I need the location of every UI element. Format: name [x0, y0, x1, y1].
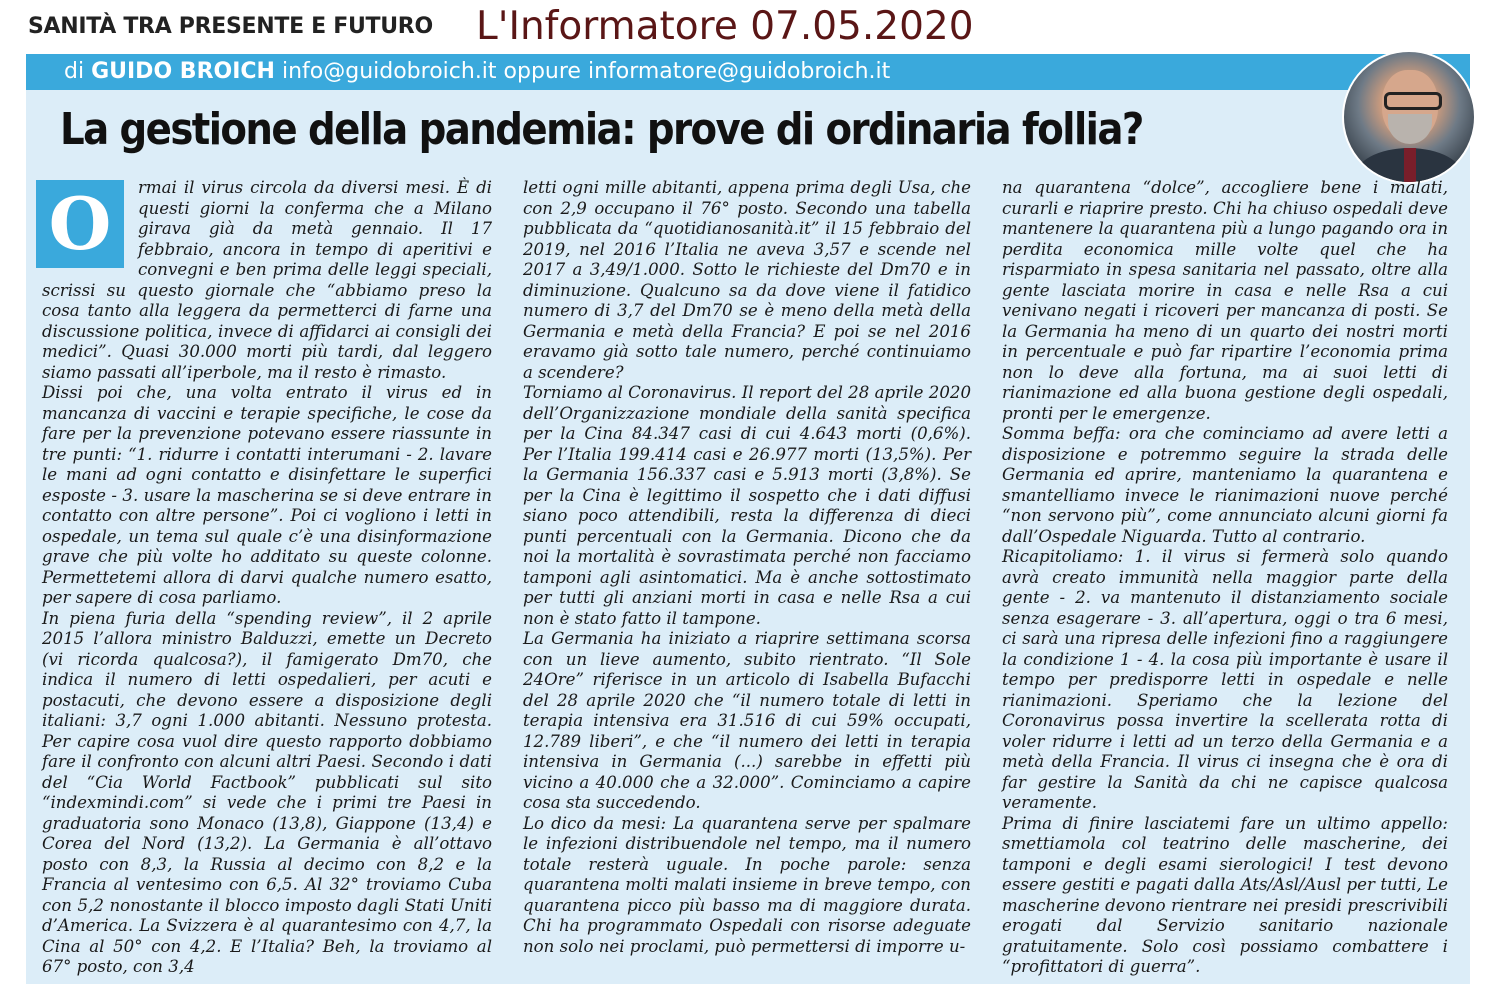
byline	[64, 59, 890, 84]
newspaper-date-stamp: L'Informatore 07.05.2020	[476, 4, 974, 49]
paragraph-2-2: Torniamo al Coronavirus. Il report del 28 aprile 2020 dell’Organizzazione mondiale della sanità specifica per la Cina 84.347 casi di cui 4.643 morti (0,6%). Per l’Italia 199.414 casi e 26.977 morti (13,5%). Per la Germania 156.337 casi e 5.913 morti (3,8%). Se per la Cina è legittimo il sospetto che i dati diffusi siano poco attendibili, resta la differenza di dieci punti percentuali con la Germania. Dicono che da noi la mortalità è sovrastimata perché non facciamo tamponi agli asintomatici. Ma è anche sottostimato per tutti gli anziani morti in casa e nelle Rsa a cui non è stato fatto il tampone.	[523, 383, 971, 628]
article-column-2	[523, 178, 971, 957]
paragraph-2-4: Lo dico da mesi: La quarantena serve per spalmare le infezioni distribuendole nel tempo, ma il numero totale resterà uguale. In poche parole: senza quarantena molti malati insieme in breve tempo, con quarantena picco più basso ma di maggiore durata. Chi ha programmato Ospedali con risorse adeguate non solo nei proclami, può permettersi di imporre u-	[523, 813, 971, 956]
paragraph-2-3: La Germania ha iniziato a riaprire settimana scorsa con un lieve aumento, subito rientrato. “Il Sole 24Ore” riferisce in un articolo di Isabella Bufacchi del 28 aprile 2020 che “il numero totale di letti in terapia intensiva era 31.516 di cui 59% occupati, 12.789 liberi”, e che “il numero dei letti in terapia intensiva in Germania (...) sarebbe in effetti più vicino a 40.000 che a 32.000”. Cominciamo a capire cosa sta succedendo.	[523, 629, 971, 812]
byline-bar	[26, 54, 1470, 90]
headline: La gestione della pandemia: prove di ordinaria follia?	[60, 104, 1143, 155]
author-name: GUIDO BROICH	[91, 59, 275, 84]
drop-cap: O	[36, 180, 124, 268]
paragraph-3-2: Somma beffa: ora che cominciamo ad avere letti a disposizione e potremmo seguire la strada delle Germania ed aprire, manteniamo la quarantena e smantelliamo invece le rianimazioni nuove perché “non servono più”, come annunciato alcuni giorni fa dall’Ospedale Niguarda. Tutto al contrario.	[1002, 424, 1448, 546]
byline-prefix: di	[64, 59, 85, 84]
paragraph-1-1	[42, 178, 492, 383]
paragraph-1-1-text: rmai il virus circola da diversi mesi. È di questi giorni la conferma che a Milano girava già da metà gennaio. Il 17 febbraio, ancora in tempo di aperitivi e convegni e ben prima delle leggi speciali, scrissi su questo giornale che “abbiamo preso la cosa tanto alla leggera da permetterci di farne una discussione politica, invece di affidarci ai consigli dei medici”. Quasi 30.000 morti più tardi, dal leggero siamo passati all’iperbole, ma il resto è rimasto.	[42, 178, 492, 382]
photo-glasses	[1384, 92, 1442, 110]
photo-beard	[1388, 114, 1432, 144]
author-photo	[1342, 50, 1476, 184]
paragraph-3-1: na quarantena “dolce”, accogliere bene i malati, curarli e riaprire presto. Chi ha chiuso ospedali deve mantenere la quarantena più a lungo pagando ora in perdita economica mille volte quel che ha risparmiato in spesa sanitaria nel passato, oltre alla gente lasciata morire in casa e nelle Rsa a cui venivano negati i ricoveri per mancanza di posti. Se la Germania ha meno di un quarto dei nostri morti in percentuale e può far ripartire l’economia prima non lo deve alla fortuna, ma ai suoi letti di rianimazione ed alla buona gestione degli ospedali, pronti per le emergenze.	[1002, 178, 1448, 423]
article-column-3	[1002, 178, 1448, 978]
paragraph-2-1: letti ogni mille abitanti, appena prima degli Usa, che con 2,9 occupano il 76° posto. Secondo una tabella pubblicata da “quotidianosanità.it” il 15 febbraio del 2019, nel 2016 l’Italia ne aveva 3,57 e scende nel 2017 a 3,49/1.000. Sotto le richieste del Dm70 e in diminuzione. Qualcuno sa da dove viene il fatidico numero di 3,7 del Dm70 se è meno della metà della Germania e metà della Francia? E poi se nel 2016 eravamo già sotto tale numero, perché continuiamo a scendere?	[523, 178, 971, 382]
section-title: SANITÀ TRA PRESENTE E FUTURO	[28, 14, 433, 39]
paragraph-1-3: In piena furia della “spending review”, il 2 aprile 2015 l’allora ministro Balduzzi, emette un Decreto (vi ricorda qualcosa?), il famigerato Dm70, che indica il numero di letti ospedalieri, per acuti e postacuti, che devono essere a disposizione degli italiani: 3,7 ogni 1.000 abitanti. Nessuno protesta. Per capire cosa vuol dire questo rapporto dobbiamo fare il confronto con alcuni altri Paesi. Secondo i dati del “Cia World Factbook” pubblicati sul sito “indexmindi.com” si vede che i primi tre Paesi in graduatoria sono Monaco (13,8), Giappone (13,4) e Corea del Nord (13,2). La Germania è all’ottavo posto con 8,3, la Russia al decimo con 8,2 e la Francia al ventesimo con 6,5. Al 32° troviamo Cuba con 5,2 nonostante il blocco imposto dagli Stati Uniti d’America. La Svizzera è al quarantesimo con 4,7, la Cina al 50° con 4,2. E l’Italia? Beh, la troviamo al 67° posto, con 3,4	[42, 608, 492, 976]
article-column-1	[42, 178, 492, 978]
paragraph-3-4: Prima di finire lasciatemi fare un ultimo appello: smettiamola col teatrino delle mascherine, dei tamponi e degli esami sierologici! I test devono essere gestiti e pagati dalla Ats/Asl/Ausl per tutti, Le mascherine devono rientrare nei presidi prescrivibili erogati dal Servizio sanitario nazionale gratuitamente. Solo così possiamo combattere i “profittatori di guerra”.	[1002, 813, 1448, 976]
paragraph-1-2: Dissi poi che, una volta entrato il virus ed in mancanza di vaccini e terapie specifiche, le cose da fare per la prevenzione potevano essere riassunte in tre punti: “1. ridurre i contatti interumani - 2. lavare le mani ad ogni contatto e disinfettare le superfici esposte - 3. usare la mascherina se si deve entrare in contatto con altre persone”. Poi ci vogliono i letti in ospedale, un tema sul quale c’è una disinformazione grave che più volte ho additato su queste colonne. Permettetemi allora di darvi qualche numero esatto, per sapere di cosa parliamo.	[42, 383, 492, 607]
paragraph-3-3: Ricapitoliamo: 1. il virus si fermerà solo quando avrà creato immunità nella maggior parte della gente - 2. va mantenuto il distanziamento sociale senza esagerare - 3. all’apertura, oggi o tra 6 mesi, ci sarà una ripresa delle infezioni fino a raggiungere la condizione 1 - 4. la cosa più importante è usare il tempo per predisporre letti in ospedale e nelle rianimazioni. Speriamo che la lezione del Coronavirus possa invertire la scellerata rotta di voler ridurre i letti ad un terzo della Germania e a metà della Francia. Il virus ci insegna che è ora di far gestire la Sanità da chi ne capisce qualcosa veramente.	[1002, 547, 1448, 812]
author-contacts: info@guidobroich.it oppure informatore@guidobroich.it	[281, 59, 891, 84]
